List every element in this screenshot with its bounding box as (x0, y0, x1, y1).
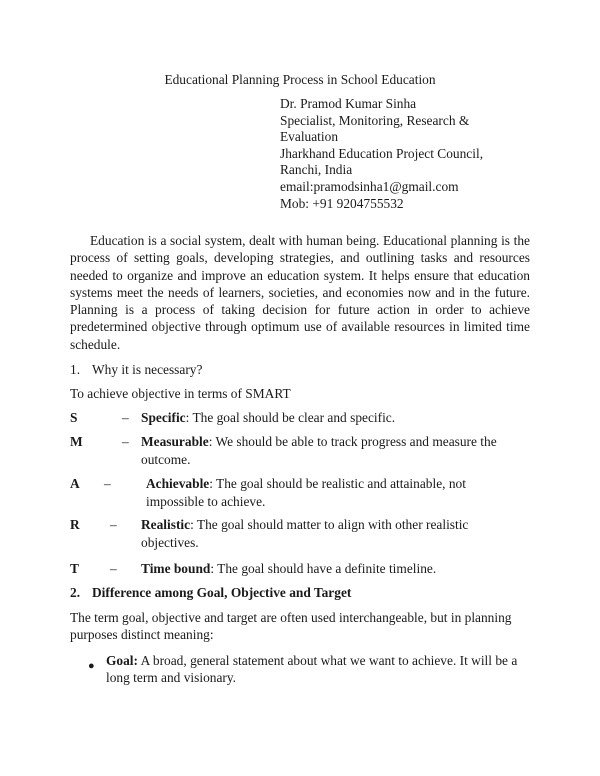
author-org-line2: Ranchi, India (280, 162, 353, 178)
document-title: Educational Planning Process in School Education (164, 72, 436, 87)
smart-term-r: Realistic (141, 517, 191, 532)
smart-letter-m: M (70, 434, 83, 449)
smart-dash-s: – (122, 410, 129, 425)
smart-letter-s: S (70, 410, 78, 425)
bullet-icon: ● (88, 660, 95, 672)
author-name: Dr. Pramod Kumar Sinha (280, 96, 417, 111)
smart-letter-t: T (70, 561, 79, 576)
author-block (280, 96, 520, 212)
smart-item-m (141, 433, 513, 468)
smart-intro: To achieve objective in terms of SMART (70, 386, 291, 401)
author-org-line1: Jharkhand Education Project Council, (280, 145, 484, 161)
smart-term-t: Time bound (141, 561, 211, 576)
smart-desc-r: : The goal should matter to align with other realistic objectives. (141, 517, 469, 550)
smart-term-a: Achievable (146, 476, 210, 491)
smart-dash-t: – (110, 561, 117, 576)
section1-number: 1. (70, 362, 81, 377)
section2-intro: The term goal, objective and target are often used interchangeable, but in planning purposes distinct meaning: (70, 610, 512, 643)
smart-desc-t: : The goal should have a definite timeline. (210, 561, 437, 576)
smart-letter-r: R (70, 517, 80, 532)
smart-desc-a: : The goal should be realistic and attainable, not impossible to achieve. (146, 476, 466, 509)
smart-dash-m: – (122, 434, 129, 449)
intro-paragraph: Education is a social system, dealt with human being. Educational planning is the process of setting goals, developing strategies, and outlining tasks and resources needed to organize and improve an education system. It helps ensure that education systems meet the needs of learners, societies, and economies now and in the future. Planning is a process of taking decision for future action in order to achieve predetermined objective through optimum use of available resources in limited time schedule. (70, 233, 530, 352)
section1-heading: Why it is necessary? (92, 362, 203, 377)
smart-item-s (141, 409, 513, 427)
author-role-line1: Specialist, Monitoring, Research & (280, 112, 470, 128)
bullet-goal-term: Goal: (106, 653, 138, 668)
bullet-goal-desc: A broad, general statement about what we want to achieve. It will be a long term and visionary. (106, 653, 518, 686)
smart-dash-r: – (110, 517, 117, 532)
author-phone: Mob: +91 9204755532 (280, 195, 404, 211)
smart-item-r (141, 516, 491, 551)
smart-item-a (146, 475, 486, 510)
author-role-line2: Evaluation (280, 129, 339, 145)
smart-desc-s: : The goal should be clear and specific. (185, 410, 396, 425)
smart-dash-a: – (104, 476, 111, 491)
section2-number: 2. (70, 585, 81, 600)
smart-term-m: Measurable (141, 434, 209, 449)
bullet-goal (106, 652, 532, 687)
section2-heading: Difference among Goal, Objective and Target (92, 585, 352, 600)
smart-term-s: Specific (141, 410, 186, 425)
smart-letter-a: A (70, 476, 80, 491)
smart-item-t (141, 560, 513, 578)
author-email: email:pramodsinha1@gmail.com (280, 178, 459, 194)
smart-desc-m: : We should be able to track progress and measure the outcome. (141, 434, 497, 467)
